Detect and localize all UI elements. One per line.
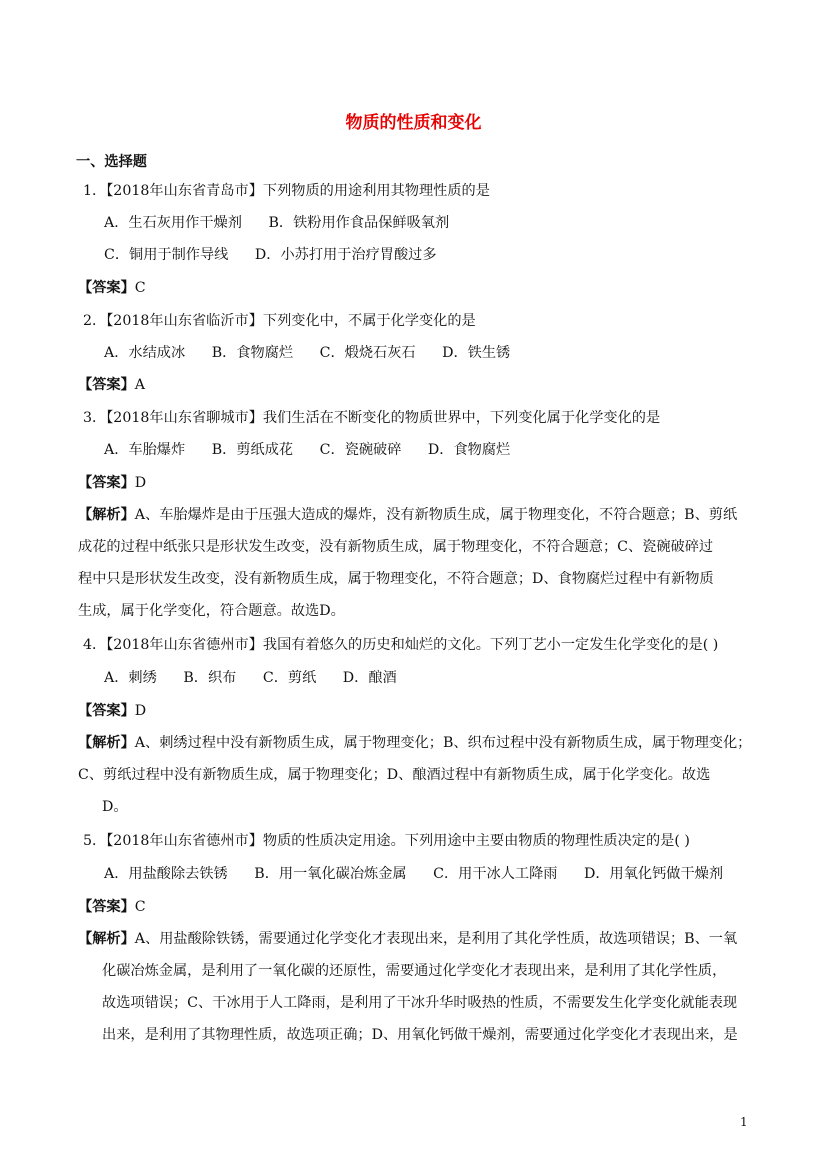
question-3-answer (78, 473, 146, 493)
explanation-label: 【解析】 (78, 931, 135, 947)
question-2-option-c: C．煅烧石灰石 (319, 345, 416, 361)
question-4-explanation-line-1 (78, 733, 751, 753)
document-title: 物质的性质和变化 (345, 113, 482, 133)
question-4-options (104, 668, 419, 688)
question-2-options (104, 343, 532, 363)
answer-value: D (134, 703, 147, 719)
question-5-stem: 5．【2018年山东省德州市】物质的性质决定用途。下列用途中主要由物质的物理性质决定的是( ) (83, 833, 690, 849)
question-3-option-c: C．瓷碗破碎 (319, 442, 402, 458)
answer-label: 【答案】 (78, 703, 135, 719)
question-1-option-a: A．生石灰用作干燥剂 (104, 215, 242, 231)
question-2-option-a: A．水结成冰 (104, 345, 186, 361)
question-3-explanation-line-2: 成花的过程中纸张只是形状发生改变，没有新物质生成，属于物理变化，不符合题意；C、瓷碗破碎过 (78, 539, 714, 555)
answer-value: A (134, 377, 146, 393)
answer-label: 【答案】 (78, 475, 135, 491)
question-4-stem: 4．【2018年山东省德州市】我国有着悠久的历史和灿烂的文化。下列丁艺小一定发生化学变化的是( ) (83, 637, 719, 653)
answer-value: D (134, 475, 147, 491)
question-5-explanation-line-2: 化碳冶炼金属，是利用了一氧化碳的还原性，需要通过化学变化才表现出来，是利用了其化学性质， (102, 963, 727, 979)
question-5-option-d: D．用氧化钙做干燥剂 (583, 866, 724, 882)
explanation-text: A、刺绣过程中没有新物质生成，属于物理变化；B、织布过程中没有新物质生成，属于物理变化； (134, 735, 752, 751)
question-3-stem: 3．【2018年山东省聊城市】我们生活在不断变化的物质世界中，下列变化属于化学变化的是 (83, 410, 661, 426)
question-1-stem: 1．【2018年山东省青岛市】下列物质的用途利用其物理性质的是 (83, 183, 490, 199)
explanation-label: 【解析】 (78, 507, 135, 523)
question-3-options (104, 440, 532, 460)
explanation-text: A、车胎爆炸是由于压强大造成的爆炸，没有新物质生成，属于物理变化，不符合题意；B、剪纸 (134, 507, 738, 523)
question-5-explanation-line-1 (78, 929, 737, 949)
question-5-explanation-line-3: 故选项错误；C、干冰用于人工降雨，是利用了干冰升华时吸热的性质，不需要发生化学变化就能表现 (102, 995, 738, 1011)
question-4-option-b: B．织布 (183, 670, 237, 686)
question-5-option-b: B．用一氧化碳冶炼金属 (254, 866, 407, 882)
question-2-option-d: D．铁生锈 (442, 345, 511, 361)
question-3-option-d: D．食物腐烂 (427, 442, 511, 458)
answer-label: 【答案】 (78, 377, 135, 393)
question-1-options-row-2 (104, 245, 459, 265)
answer-label: 【答案】 (78, 280, 135, 296)
question-4-answer (78, 701, 146, 721)
question-2-answer (78, 375, 145, 395)
question-2-stem: 2．【2018年山东省临沂市】下列变化中，不属于化学变化的是 (83, 313, 476, 329)
question-3-option-b: B．剪纸成花 (211, 442, 294, 458)
question-3-option-a: A．车胎爆炸 (104, 442, 186, 458)
question-1-option-b: B．铁粉用作食品保鲜吸氧剂 (268, 215, 450, 231)
question-4-option-a: A．刺绣 (104, 670, 157, 686)
question-3-explanation-line-1 (78, 505, 737, 525)
question-1-answer (78, 278, 146, 298)
section-heading: 一、选择题 (76, 154, 147, 170)
answer-value: C (134, 899, 146, 915)
question-4-option-d: D．酿酒 (342, 670, 397, 686)
question-4-explanation-line-2: C、剪纸过程中没有新物质生成，属于物理变化；D、酿酒过程中有新物质生成，属于化学变化。故选 (78, 767, 711, 783)
question-5-option-c: C．用干冰人工降雨 (433, 866, 558, 882)
question-3-explanation-line-3: 程中只是形状发生改变，没有新物质生成，属于物理变化，不符合题意；D、食物腐烂过程中有新物质 (78, 571, 714, 587)
question-1-option-d: D．小苏打用于治疗胃酸过多 (254, 247, 437, 263)
question-4-explanation-line-3: D。 (102, 799, 128, 815)
question-1-option-c: C．铜用于制作导线 (104, 247, 229, 263)
question-5-explanation-line-4: 出来，是利用了其物理性质，故选项正确；D、用氧化钙做干燥剂，需要通过化学变化才表现出来，是 (102, 1027, 738, 1043)
explanation-text: A、用盐酸除铁锈，需要通过化学变化才表现出来，是利用了其化学性质，故选项错误；B、一氧 (134, 931, 738, 947)
page-number: 1 (740, 1115, 748, 1129)
question-5-option-a: A．用盐酸除去铁锈 (104, 866, 228, 882)
answer-value: C (134, 280, 146, 296)
explanation-label: 【解析】 (78, 735, 135, 751)
question-2-option-b: B．食物腐烂 (211, 345, 294, 361)
question-1-options-row-1 (104, 213, 471, 233)
question-4-option-c: C．剪纸 (262, 670, 317, 686)
question-3-explanation-line-4: 生成，属于化学变化，符合题意。故选D。 (78, 603, 345, 619)
question-5-options (104, 864, 745, 884)
answer-label: 【答案】 (78, 899, 135, 915)
question-5-answer (78, 897, 146, 917)
